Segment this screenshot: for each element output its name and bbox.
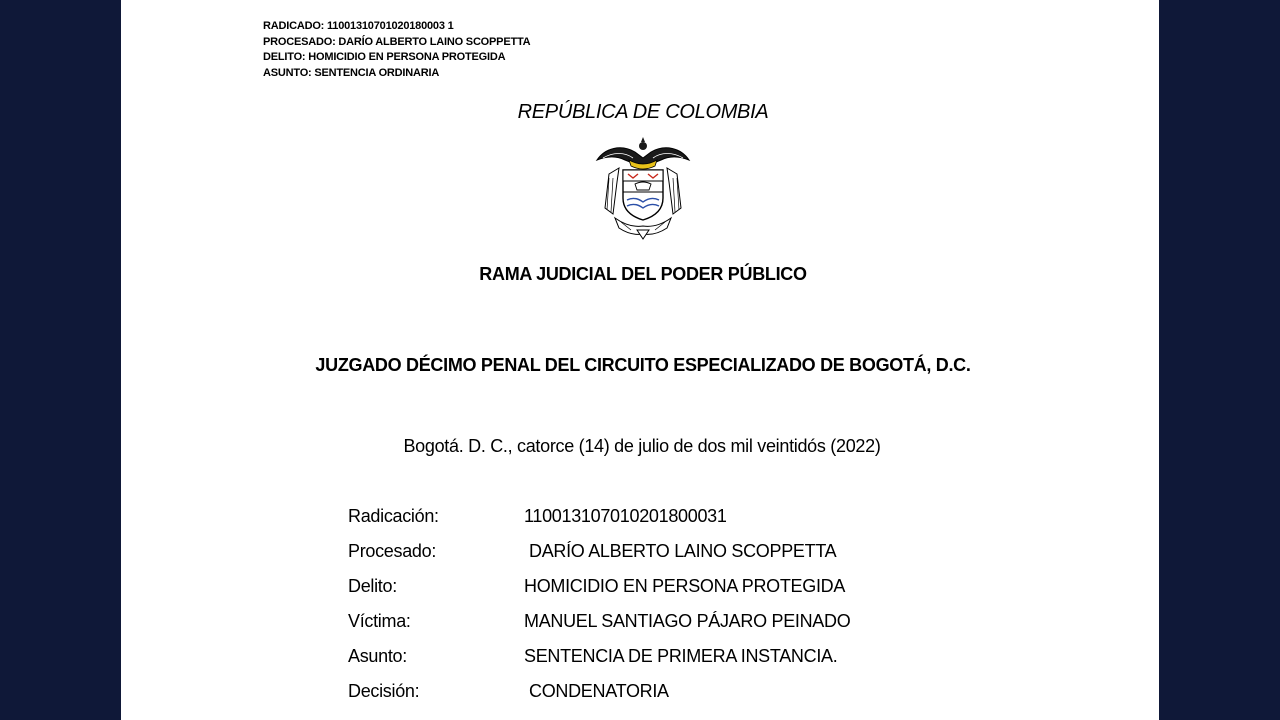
- case-label: Delito:: [348, 576, 397, 596]
- case-value: 110013107010201800031: [524, 506, 727, 526]
- case-value: DARÍO ALBERTO LAINO SCOPPETTA: [529, 541, 837, 561]
- case-label: Procesado:: [348, 541, 437, 561]
- case-label: Víctima:: [348, 611, 411, 631]
- case-value: CONDENATORIA: [529, 681, 669, 701]
- header-asunto: ASUNTO: SENTENCIA ORDINARIA: [263, 66, 440, 79]
- document-date: Bogotá. D. C., catorce (14) de julio de dos mil veintidós (2022): [403, 436, 881, 456]
- document-header: [263, 19, 530, 81]
- header-radicado: RADICADO: 11001310701020180003 1: [263, 20, 454, 32]
- header-delito: DELITO: HOMICIDIO EN PERSONA PROTEGIDA: [263, 51, 506, 63]
- case-value: HOMICIDIO EN PERSONA PROTEGIDA: [524, 576, 846, 596]
- case-label: Radicación:: [348, 506, 439, 526]
- case-value: SENTENCIA DE PRIMERA INSTANCIA.: [524, 646, 838, 666]
- case-value: MANUEL SANTIAGO PÁJARO PEINADO: [524, 611, 851, 631]
- court-heading: JUZGADO DÉCIMO PENAL DEL CIRCUITO ESPECIALIZADO DE BOGOTÁ, D.C.: [315, 355, 971, 375]
- document-page: [121, 0, 1159, 720]
- header-procesado: PROCESADO: DARÍO ALBERTO LAINO SCOPPETTA: [263, 35, 531, 48]
- case-label: Decisión:: [348, 681, 420, 701]
- judicial-branch-heading: RAMA JUDICIAL DEL PODER PÚBLICO: [479, 264, 807, 284]
- republic-title: REPÚBLICA DE COLOMBIA: [517, 101, 769, 123]
- case-label: Asunto:: [348, 646, 407, 666]
- coat-of-arms-icon: [591, 134, 695, 240]
